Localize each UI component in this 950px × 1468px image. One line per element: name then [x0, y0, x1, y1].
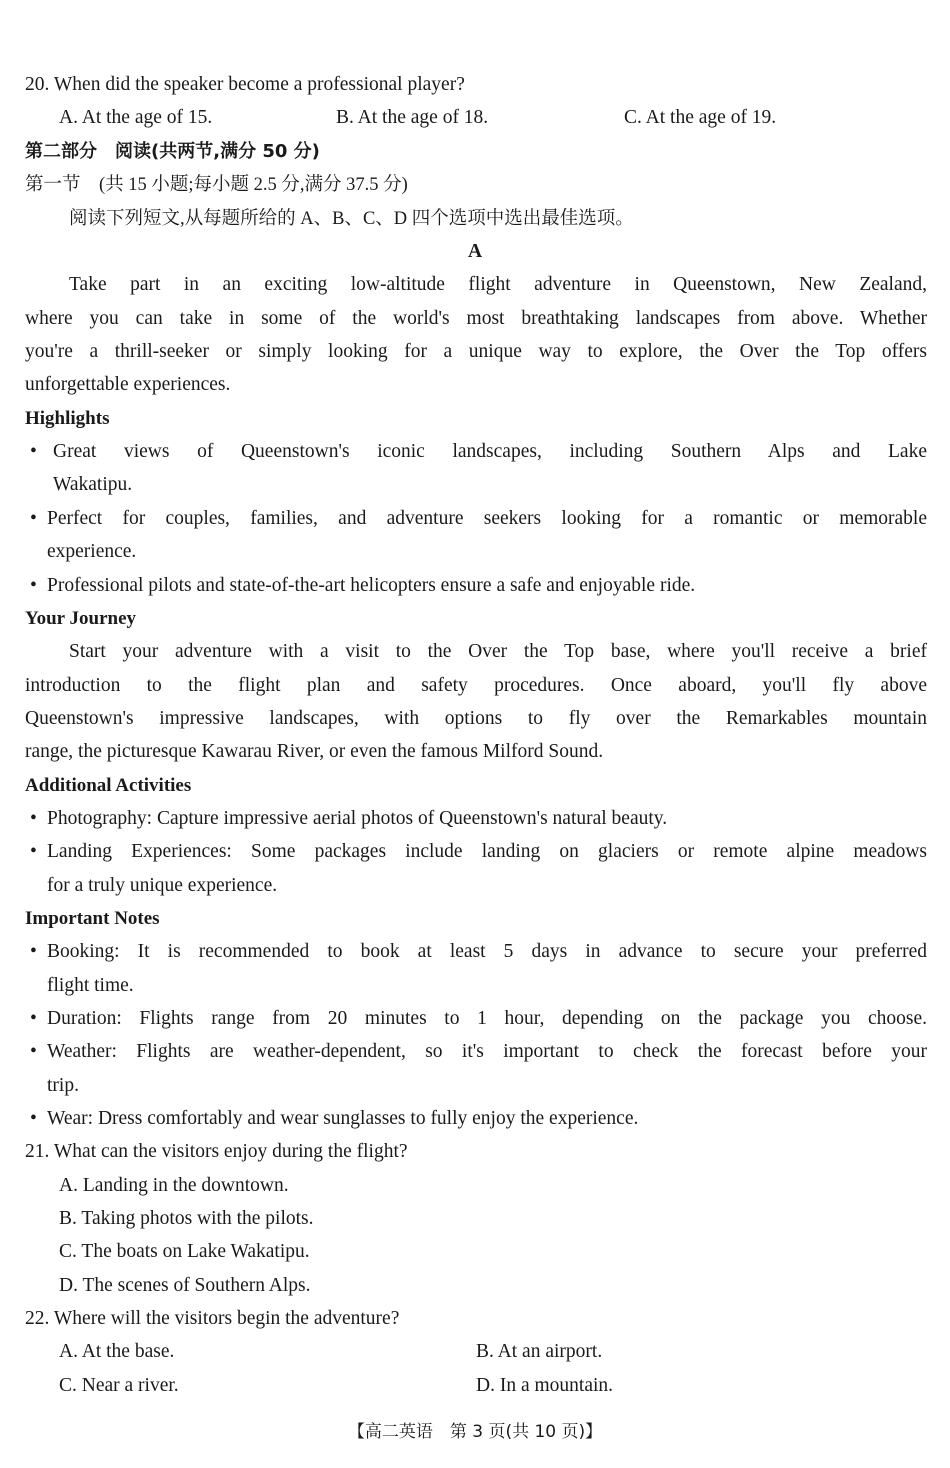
intro-line-1: Take part in an exciting low-altitude flight adventure in Queenstown, New Zealand, — [69, 274, 927, 295]
bullet-icon: • — [30, 1108, 37, 1129]
section1-heading: 第一节 (共 15 小题;每小题 2.5 分,满分 37.5 分) — [25, 175, 408, 195]
journey-line-1: Start your adventure with a visit to the Over the Top base, where you'll receive a brief — [69, 641, 927, 662]
note-4-line-1: Wear: Dress comfortably and wear sunglasses to fully enjoy the experience. — [47, 1108, 639, 1129]
q20-option-a: A. At the age of 15. — [59, 107, 213, 128]
note-3-line-2: trip. — [47, 1075, 79, 1096]
highlight-3-line-1: Professional pilots and state-of-the-art helicopters ensure a safe and enjoyable ride. — [47, 575, 696, 596]
page-footer: 【高二英语 第 3 页(共 10 页)】 — [347, 1422, 603, 1442]
note-1-line-2: flight time. — [47, 975, 134, 996]
activity-1-line-1: Photography: Capture impressive aerial photos of Queenstown's natural beauty. — [47, 808, 668, 829]
activities-heading: Additional Activities — [25, 775, 192, 796]
q20-stem: 20. When did the speaker become a professional player? — [25, 74, 465, 95]
journey-line-4: range, the picturesque Kawarau River, or even the famous Milford Sound. — [25, 741, 604, 762]
note-1-line-1: Booking: It is recommended to book at least 5 days in advance to secure your preferred — [47, 941, 927, 962]
bullet-icon: • — [30, 841, 37, 862]
bullet-icon: • — [30, 508, 37, 529]
bullet-icon: • — [30, 441, 37, 462]
q22-option-b: B. At an airport. — [476, 1341, 603, 1362]
note-3-line-1: Weather: Flights are weather-dependent, so it's important to check the forecast before your — [47, 1041, 927, 1062]
passage-label: A — [467, 241, 483, 262]
bullet-icon: • — [30, 1008, 37, 1029]
q20-option-c: C. At the age of 19. — [624, 107, 777, 128]
highlight-2-line-2: experience. — [47, 541, 137, 562]
q21-stem: 21. What can the visitors enjoy during the flight? — [25, 1141, 408, 1162]
q21-option-a: A. Landing in the downtown. — [59, 1175, 289, 1196]
journey-heading: Your Journey — [25, 608, 137, 629]
q22-option-a: A. At the base. — [59, 1341, 175, 1362]
bullet-icon: • — [30, 575, 37, 596]
q22-option-c: C. Near a river. — [59, 1375, 179, 1396]
highlight-1-line-1: Great views of Queenstown's iconic landscapes, including Southern Alps and Lake — [53, 441, 927, 462]
highlight-1-line-2: Wakatipu. — [53, 474, 133, 495]
q20-option-b: B. At the age of 18. — [336, 107, 489, 128]
activity-2-line-1: Landing Experiences: Some packages include landing on glaciers or remote alpine meadows — [47, 841, 927, 862]
activity-2-line-2: for a truly unique experience. — [47, 875, 278, 896]
journey-line-3: Queenstown's impressive landscapes, with options to fly over the Remarkables mountain — [25, 708, 927, 729]
intro-line-4: unforgettable experiences. — [25, 374, 231, 395]
highlights-heading: Highlights — [25, 408, 110, 429]
instruction: 阅读下列短文,从每题所给的 A、B、C、D 四个选项中选出最佳选项。 — [69, 209, 634, 229]
bullet-icon: • — [30, 941, 37, 962]
notes-heading: Important Notes — [25, 908, 160, 929]
intro-line-3: you're a thrill-seeker or simply looking for a unique way to explore, the Over the Top offers — [25, 341, 927, 362]
q21-option-c: C. The boats on Lake Wakatipu. — [59, 1241, 310, 1262]
q22-stem: 22. Where will the visitors begin the adventure? — [25, 1308, 400, 1329]
note-2-line-1: Duration: Flights range from 20 minutes to 1 hour, depending on the package you choose. — [47, 1008, 927, 1029]
bullet-icon: • — [30, 808, 37, 829]
highlight-2-line-1: Perfect for couples, families, and adventure seekers looking for a romantic or memorable — [47, 508, 927, 529]
bullet-icon: • — [30, 1041, 37, 1062]
q22-option-d: D. In a mountain. — [476, 1375, 614, 1396]
part2-heading: 第二部分 阅读(共两节,满分 50 分) — [25, 141, 320, 162]
journey-line-2: introduction to the flight plan and safety procedures. Once aboard, you'll fly above — [25, 675, 927, 696]
intro-line-2: where you can take in some of the world's most breathtaking landscapes from above. Whether — [25, 308, 927, 329]
q21-option-d: D. The scenes of Southern Alps. — [59, 1275, 311, 1296]
q21-option-b: B. Taking photos with the pilots. — [59, 1208, 314, 1229]
